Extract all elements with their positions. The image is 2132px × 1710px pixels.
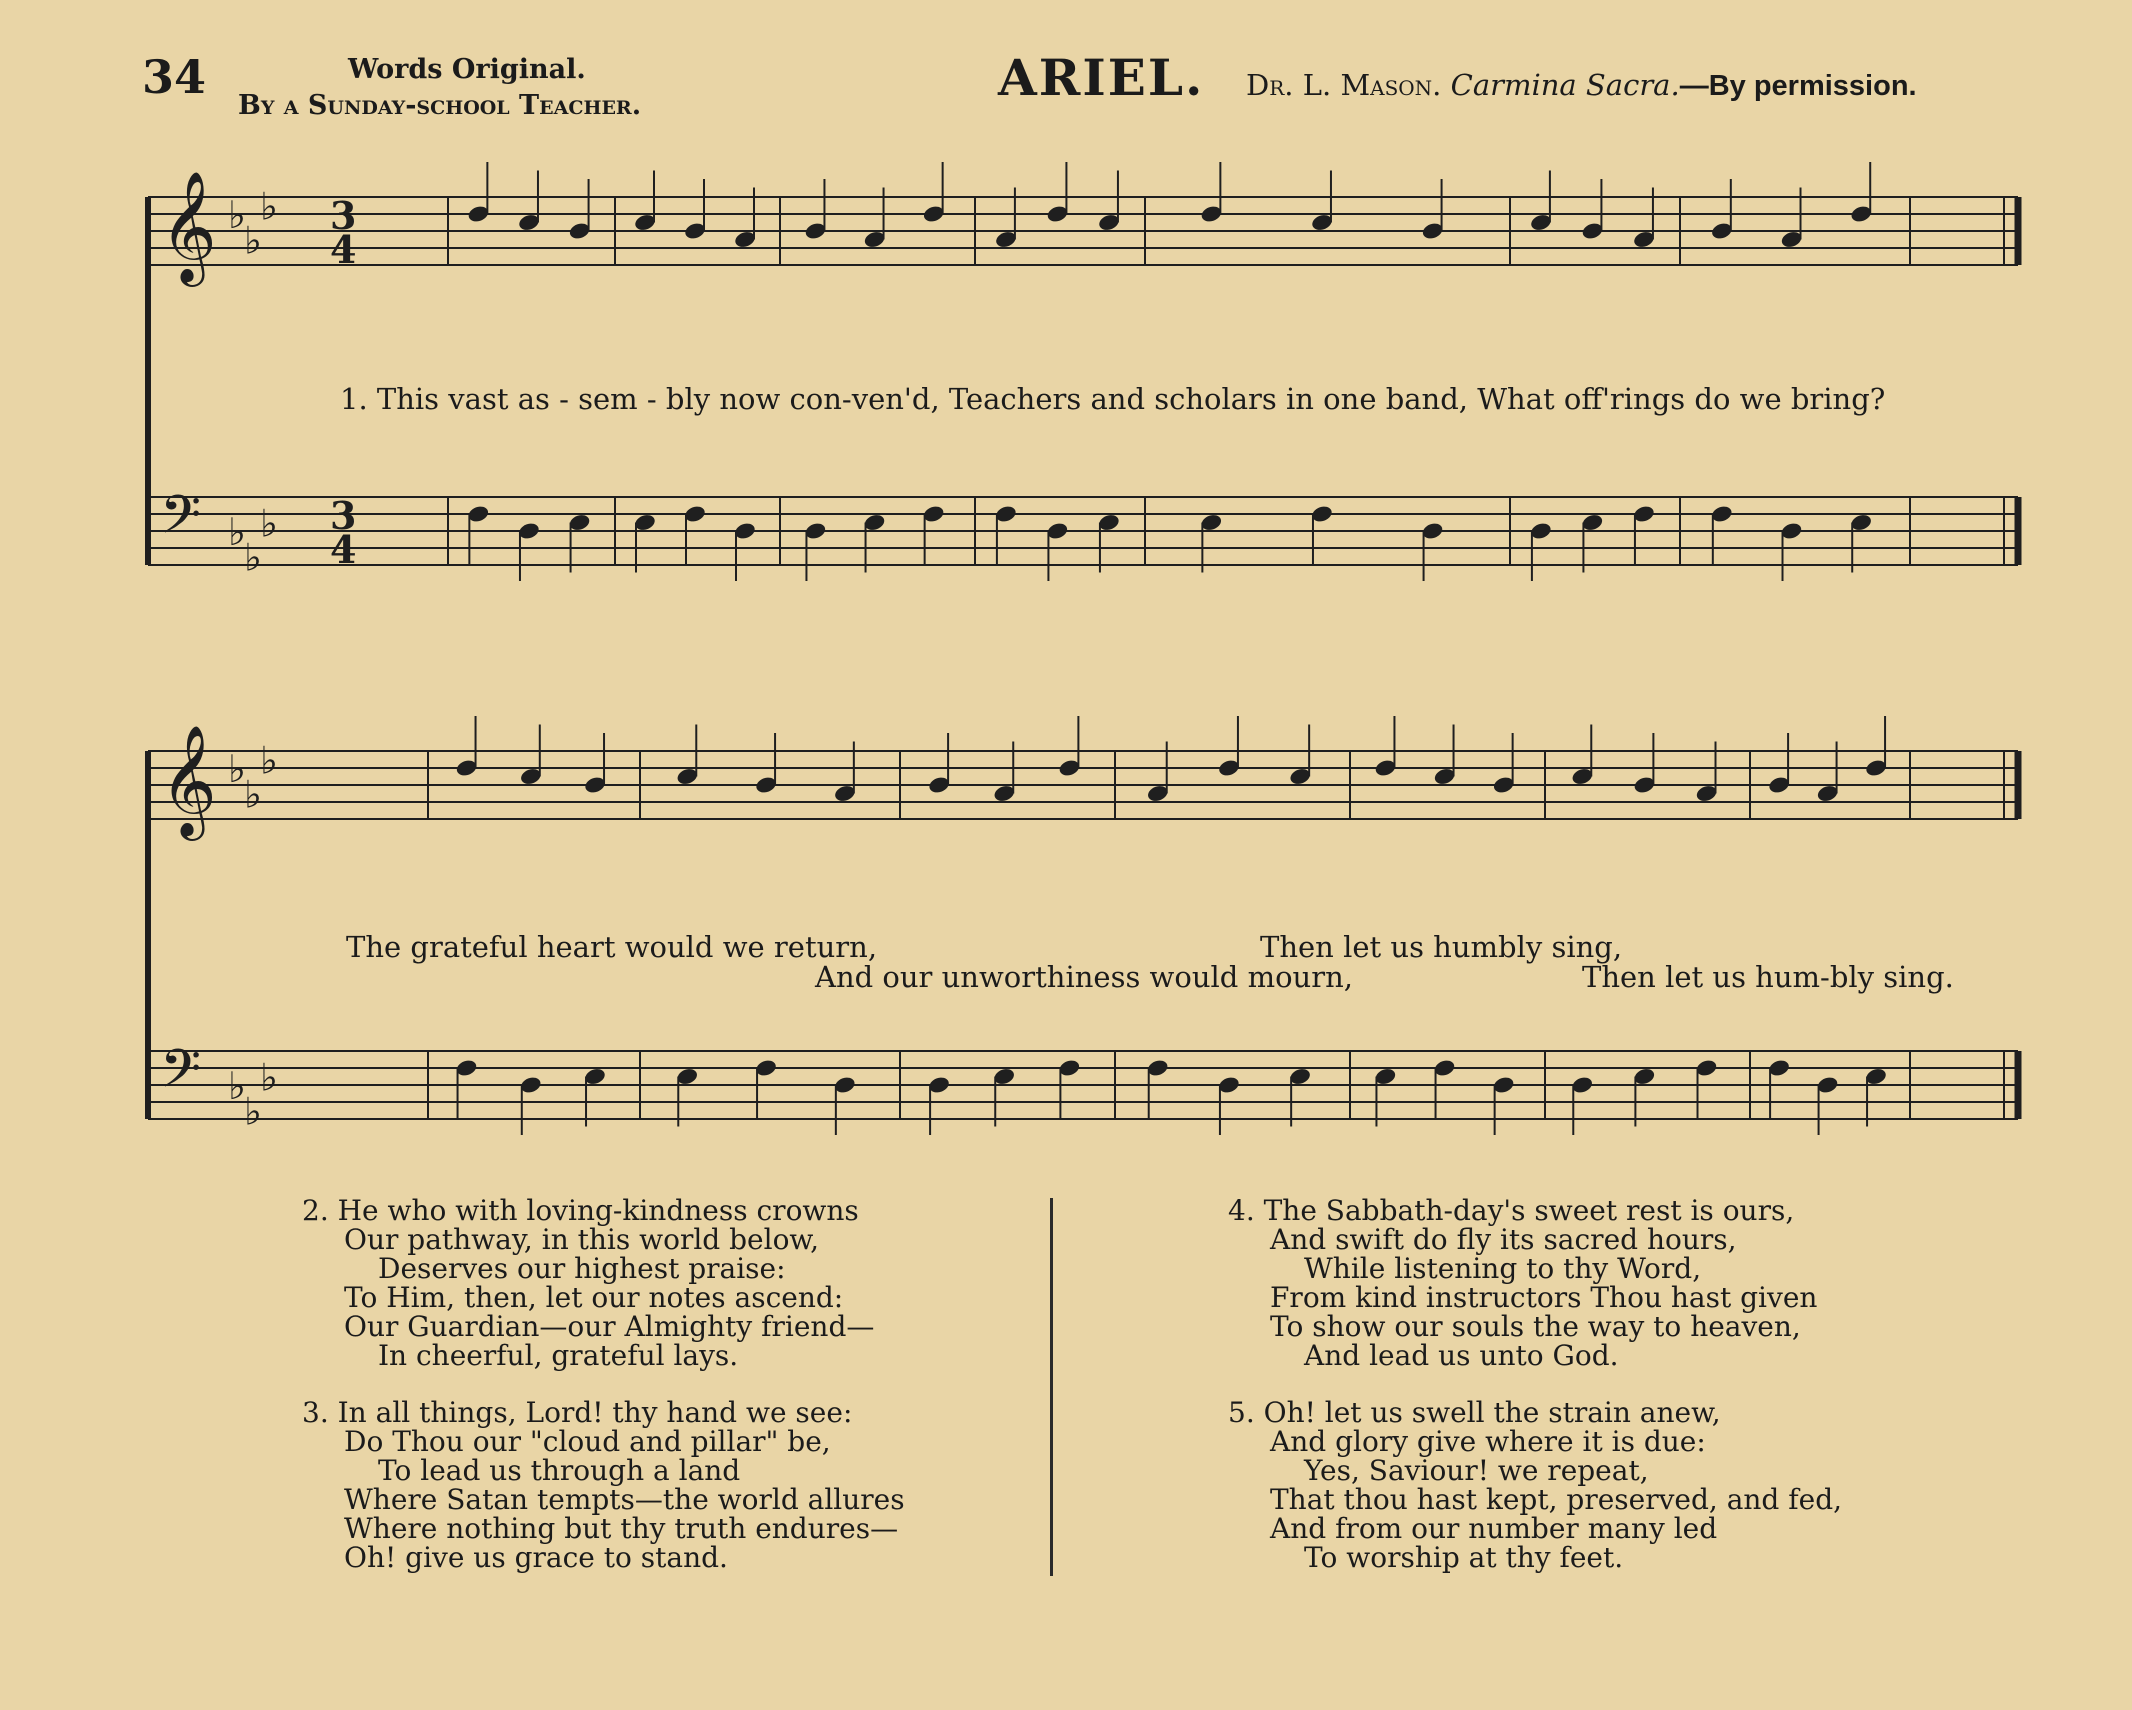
treble-clef-icon: 𝄞 xyxy=(160,724,217,836)
flat-icon: ♭ xyxy=(260,1055,278,1100)
verse-3: 3. In all things, Lord! thy hand we see: Do Thou our "cloud and pillar" be, To lead us through a land Where Satan tempts—the world allures Where nothing but thy truth endures— Oh! give us grace to stand. xyxy=(302,1396,905,1574)
lyric-line-2a: The grateful heart would we return, xyxy=(346,930,878,964)
flat-icon: ♭ xyxy=(244,535,262,580)
verse-number: 4. xyxy=(1228,1194,1255,1227)
flat-icon: ♭ xyxy=(228,747,246,791)
verse-2: 2. He who with loving-kindness crowns Our pathway, in this world below, Deserves our highest praise: To Him, then, let our notes ascend: Our Guardian—our Almighty friend— In cheerful, grateful lays. xyxy=(302,1194,875,1372)
flat-icon: ♭ xyxy=(260,501,278,546)
verse-number: 5. xyxy=(1228,1396,1255,1429)
source-book: Carmina Sacra. xyxy=(1450,68,1680,102)
flat-icon: ♭ xyxy=(244,218,262,263)
flat-icon: ♭ xyxy=(244,772,262,817)
words-original-label: Words Original. xyxy=(348,54,586,85)
page-number: 34 xyxy=(142,50,207,104)
treble-clef-icon: 𝄞 xyxy=(160,170,217,282)
verse-5: 5. Oh! let us swell the strain anew, And glory give where it is due: Yes, Saviour! we repeat, That thou hast kept, preserved, and fed, And from our number many led To worship at thy feet. xyxy=(1228,1396,1843,1574)
flat-icon: ♭ xyxy=(228,193,246,237)
time-signature-top: 3 xyxy=(330,193,357,238)
flat-icon: ♭ xyxy=(228,1064,246,1108)
time-signature-bottom: 4 xyxy=(330,227,357,272)
bass-clef-icon: 𝄢 xyxy=(160,1039,202,1113)
author-credit: By a Sunday-school Teacher. xyxy=(238,90,642,121)
bass-clef-icon: 𝄢 xyxy=(160,485,202,559)
verse-number: 2. xyxy=(302,1194,329,1227)
permission-note: —By permission. xyxy=(1679,70,1917,102)
flat-icon: ♭ xyxy=(244,1089,262,1134)
lyric-line-2b: And our unworthiness would mourn, xyxy=(815,960,1353,994)
composer-name: Dr. L. Mason. xyxy=(1246,68,1442,102)
time-signature-bottom: 4 xyxy=(330,527,357,572)
flat-icon: ♭ xyxy=(260,738,278,783)
flat-icon: ♭ xyxy=(260,184,278,229)
verse-divider xyxy=(1050,1198,1053,1576)
lyric-line-2d: Then let us hum-bly sing. xyxy=(1582,960,1954,994)
lyric-line-1: 1. This vast as - sem - bly now con-ven'd, Teachers and scholars in one band, What off'rings do we bring? xyxy=(340,382,1886,416)
hymn-title: ARIEL. xyxy=(998,48,1205,107)
verse-number: 3. xyxy=(302,1396,329,1429)
lyric-line-2c: Then let us humbly sing, xyxy=(1260,930,1623,964)
time-signature-top: 3 xyxy=(330,493,357,538)
verse-4: 4. The Sabbath-day's sweet rest is ours, And swift do fly its sacred hours, While listening to thy Word, From kind instructors Thou hast given To show our souls the way to heaven, And lead us unto God. xyxy=(1228,1194,1818,1372)
flat-icon: ♭ xyxy=(228,510,246,554)
